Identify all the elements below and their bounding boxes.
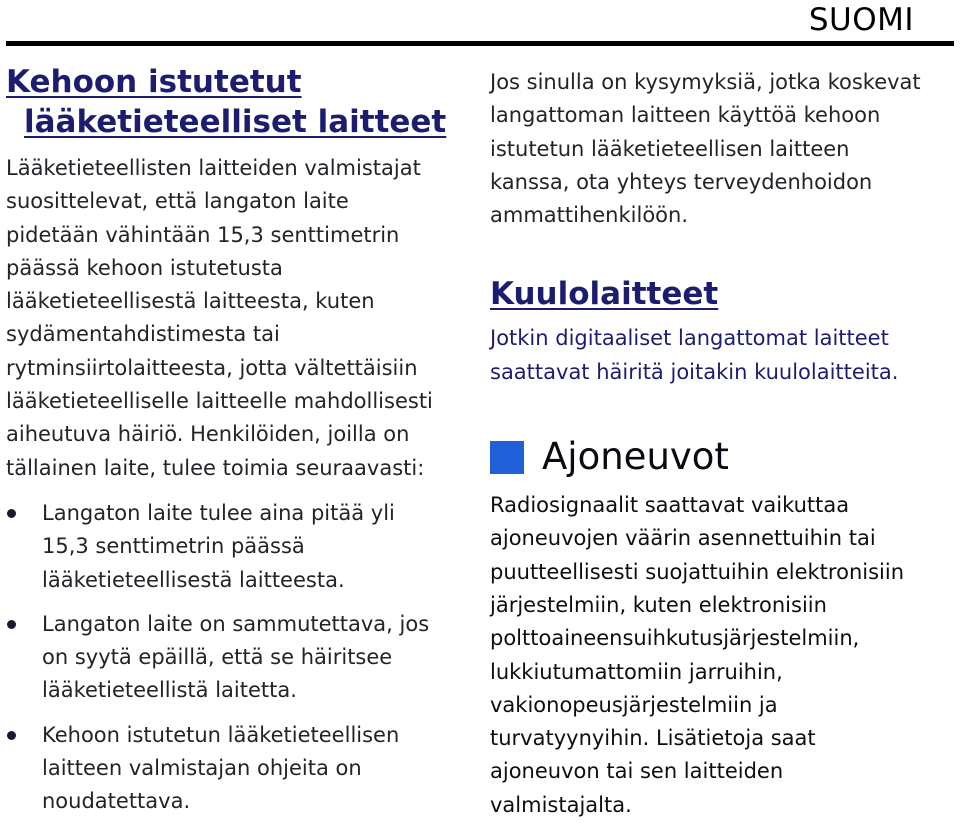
section-heading-vehicles <box>490 433 952 481</box>
list-item <box>6 608 468 708</box>
list-item <box>6 497 468 597</box>
section-square-icon <box>490 441 524 474</box>
language-label: SUOMI <box>808 2 914 38</box>
list-item-text: Kehoon istutetun lääketieteellisen laitteen valmistajan ohjeita on noudatettava. <box>42 722 400 814</box>
list-item-text: Langaton laite on sammutettava, jos on syytä epäillä, että se häiritsee lääketieteellistä laitetta. <box>42 611 430 703</box>
heading-line-1: Kehoon istutetut <box>6 64 302 100</box>
header-rule <box>6 41 954 46</box>
bullet-dot-icon <box>7 731 16 740</box>
implants-questions-text: Jos sinulla on kysymyksiä, jotka koskevat langattoman laitteen käyttöä kehoon istutetun lääketieteellisen laitteen kanssa, ota yhteys terveydenhoidon ammattihenkilöön. <box>490 70 921 228</box>
vehicles-heading-text: Ajoneuvot <box>542 435 729 479</box>
bullet-dot-icon <box>7 509 16 518</box>
list-item-text: Langaton laite tulee aina pitää yli 15,3 senttimetrin päässä lääketieteellisestä laitteesta. <box>42 500 395 592</box>
heading-line-2: lääketieteelliset laitteet <box>24 104 447 140</box>
hearing-aids-text: Jotkin digitaaliset langattomat laitteet saattavat häiritä joitakin kuulolaitteita. <box>490 326 899 384</box>
section-heading-implants <box>6 62 468 142</box>
section-heading-hearing-aids: Kuulolaitteet <box>490 276 719 313</box>
bullet-dot-icon <box>7 620 16 629</box>
implants-intro: Lääketieteellisten laitteiden valmistajat suosittelevat, että langaton laite pidetään vähintään 15,3 senttimetrin päässä kehoon istutetusta lääketieteellisestä laitteesta, kuten sydämentahdistimesta tai rytminsiirtolaitteesta, jotta vältettäisiin lääketieteelliselle laitteelle mahdollisesti aiheutuva häiriö. Henkilöiden, joilla on tällainen laite, tulee toimia seuraavasti: <box>6 156 433 480</box>
implants-bullet-list <box>6 497 468 819</box>
left-column <box>6 62 468 830</box>
list-item <box>6 719 468 819</box>
right-column <box>490 62 952 822</box>
vehicles-text: Radiosignaalit saattavat vaikuttaa ajoneuvojen väärin asennettuihin tai puutteellisesti suojattuihin elektronisiin järjestelmiin, kuten elektronisiin polttoaineensuihkutusjärjestelmiin, lukkiutumattomiin jarruihin, vakionopeusjärjestelmiin ja turvatyynyihin. Lisätietoja saat ajoneuvon tai sen laitteiden valmistajalta. <box>490 493 905 817</box>
